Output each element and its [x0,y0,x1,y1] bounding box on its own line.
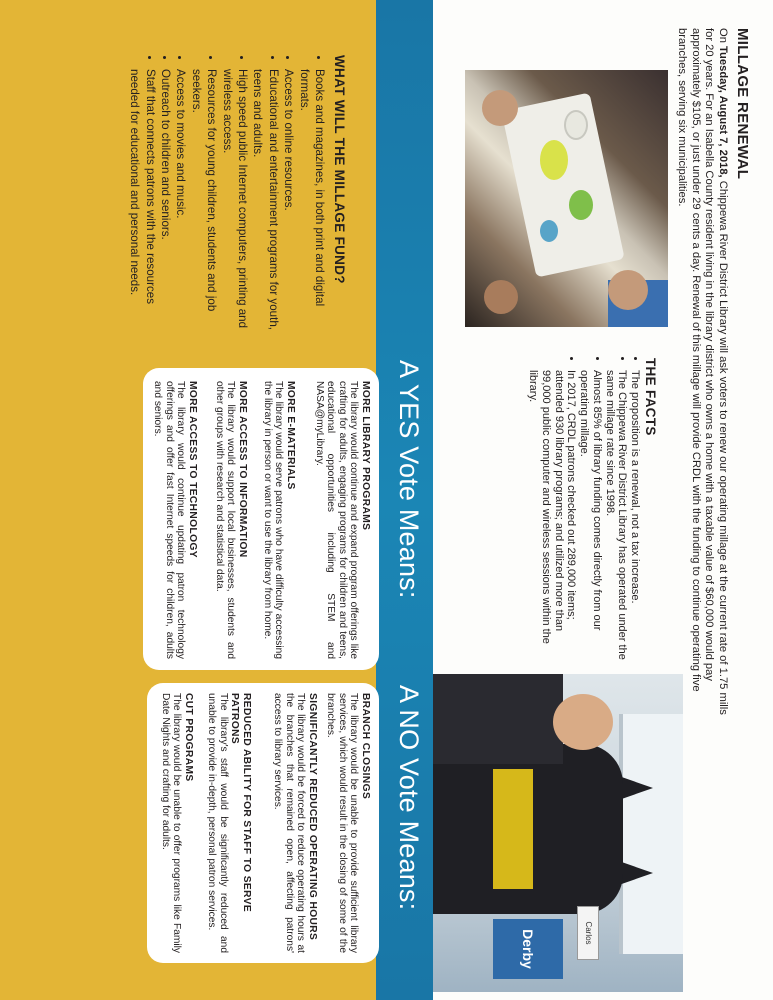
millage-renewal-paragraph [675,28,729,718]
list-item: • Resources for young children, students and job seekers. [188,69,219,331]
list-item: • The proposition is a renewal, not a tax increase. [628,370,641,662]
list-item: • Staff that connects patrons with the resources needed for educational and personal needs. [127,69,158,331]
yes-item-body: The library would continue and expand program offerings like crafting for adults, engaging programs for children and teens, educational opportunities including STEM and NASA@myLibrary. [313,381,360,659]
yes-item [152,381,198,659]
list-item: • High speed public Internet computers, printing and wireless access. [219,69,250,331]
yes-item [261,381,296,659]
no-item-title: CUT PROGRAMS [183,693,194,782]
yes-item-body: The library would support local businesses, students and other groups with research and statistical data. [213,381,237,659]
list-item: • In 2017, CRDL patrons checked out 289,000 items; attended 930 library programs; and utilized more than 99,000 public computer and wireless sessions within the library. [527,370,578,662]
name-tag: Carlos [577,906,599,960]
list-item: • Educational and entertainment programs for youth, teens and adults. [250,69,281,331]
millage-renewal-heading: MILLAGE RENEWAL [734,28,751,180]
facts-heading: THE FACTS [643,358,658,436]
no-item [206,693,252,953]
no-item-body: The library's staff would be significantly reduced and unable to provide in-depth, personal patron services. [206,693,229,953]
yes-item-title: MORE E-MATERIALS [285,381,296,490]
no-item-title: REDUCED ABILITY FOR STAFF TO SERVE PATRONS [229,693,252,913]
list-item: • Access to online resources. [281,69,296,331]
no-item [159,693,194,953]
yes-item-body: The library would continue updating patron technology offerings and offer fast Internet speeds for children, adults and seniors. [152,381,187,659]
yes-item-body: The library would serve patrons who have difficulty accessing the library in person or want to use the library from home. [261,381,285,659]
derby-sign: Derby [493,919,563,979]
millage-fund-heading: WHAT WILL THE MILLAGE FUND? [332,55,347,284]
list-item: • Access to movies and music. [173,69,188,331]
list-item: • Books and magazines, in both print and digital formats. [296,69,327,331]
yes-item-title: MORE ACCESS TO TECHNOLOGY [187,381,198,558]
list-item: • The Chippewa River District Library has operated under the same millage rate since 1998. [603,370,628,662]
kids-craft-photo [465,70,668,327]
yes-item-title: MORE LIBRARY PROGRAMS [360,381,371,531]
millage-body-lead: On [717,28,729,47]
yes-item [313,381,371,659]
yes-item [213,381,248,659]
millage-body-text: Chippewa River District Library will ask voters to renew our operating millage at the current rate of 1.75 mills for 20 years. For an Isabella County resident living in the library district who owns a home with a taxable value of $60,000 would pay approximately $105, or just under 29 cents a day. Renewal of this millage will provide CRDL with the funding to continue operating five branches, serving six municipalities. [676,28,729,715]
yes-vote-card [143,368,379,670]
batman-mascot-photo [421,674,683,992]
no-item-body: The library would be unable to provide sufficient library services, which would result in the closing of some of the branches. [325,693,360,953]
no-item [272,693,318,953]
no-vote-heading: A NO Vote Means: [394,685,424,911]
yes-vote-heading: A YES Vote Means: [394,360,424,599]
no-vote-card [147,683,379,963]
no-item-body: The library would be unable to offer programs like Family Date Nights and crafting for adults. [159,693,183,953]
millage-fund-list [127,55,327,331]
no-item-title: SIGNIFICANTLY REDUCED OPERATING HOURS [307,693,318,941]
no-item-body: The library would be forced to reduce operating hours at the branches that remained open, affecting patrons' access to library services. [272,693,307,953]
election-date: Tuesday, August 7, 2018, [717,46,729,178]
no-item [325,693,371,953]
no-item-title: BRANCH CLOSINGS [360,693,371,800]
facts-list [527,358,641,662]
list-item: • Outreach to children and seniors. [158,69,173,331]
list-item: • Almost 85% of library funding comes directly from our operating millage. [577,370,602,662]
yes-item-title: MORE ACCESS TO INFORMATION [237,381,248,558]
